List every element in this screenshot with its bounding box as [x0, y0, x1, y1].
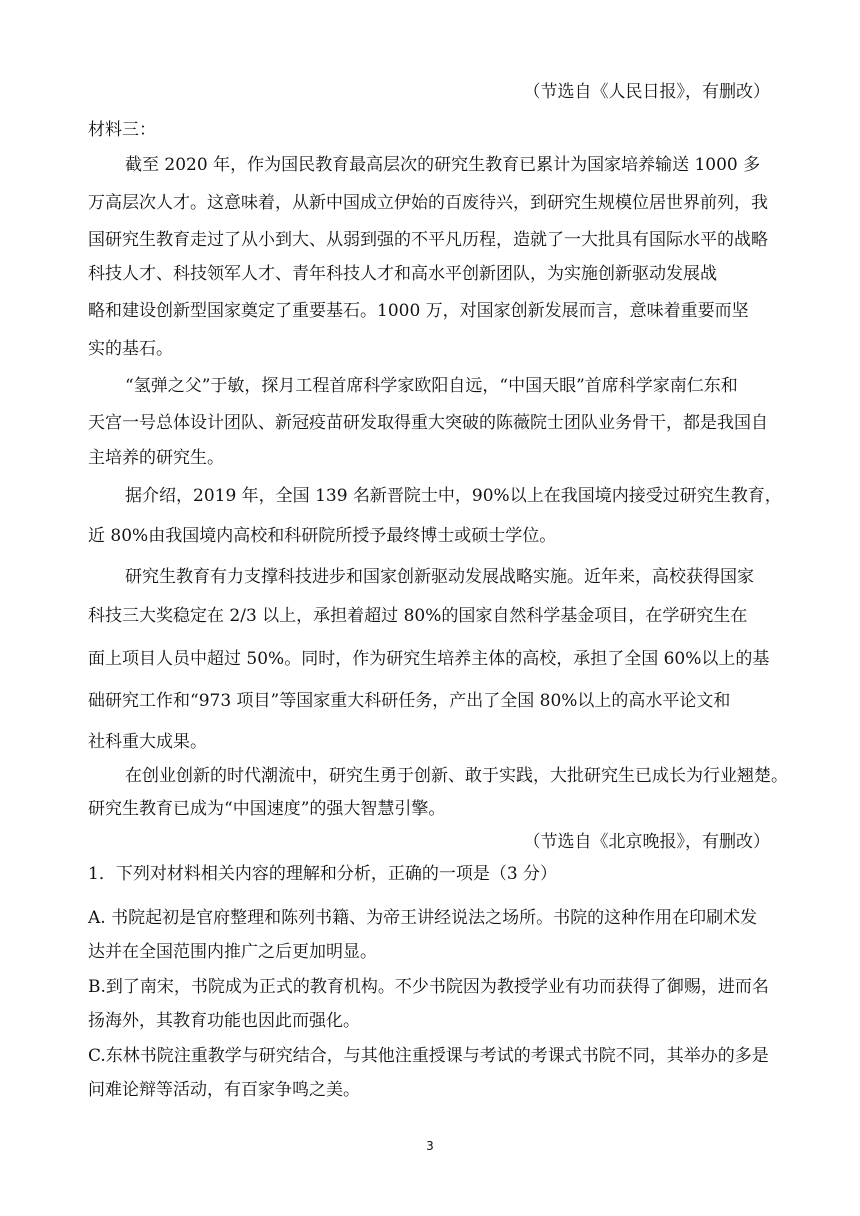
- paragraph-1-line-4: 科技人才、科技领军人才、青年科技人才和高水平创新团队，为实施创新驱动发展战: [88, 264, 717, 284]
- paragraph-1-line-5: 略和建设创新型国家奠定了重要基石。1000 万，对国家创新发展而言，意味着重要而坚: [88, 301, 749, 321]
- paragraph-4-line-4: 础研究工作和“973 项目”等国家重大科研任务，产出了全国 80%以上的高水平论文和: [88, 691, 731, 711]
- option-b-line-2: 扬海外，其教育功能也因此而强化。: [88, 1011, 360, 1031]
- option-b-line-1: B.到了南宋，书院成为正式的教育机构。不少书院因为教授学业有功而获得了御赐，进而名: [88, 977, 769, 997]
- question-1: 1．下列对材料相关内容的理解和分析，正确的一项是（3 分）: [88, 864, 558, 884]
- source-citation-top: （节选自《人民日报》，有删改）: [523, 82, 770, 102]
- paragraph-3-line-1: 据介绍，2019 年，全国 139 名新晋院士中，90%以上在我国境内接受过研究生教育，: [125, 486, 782, 506]
- paragraph-4-line-2: 科技三大奖稳定在 2/3 以上，承担着超过 80%的国家自然科学基金项目，在学研究生在: [88, 606, 748, 626]
- paragraph-5-line-2: 研究生教育已成为“中国速度”的强大智慧引擎。: [88, 799, 446, 819]
- paragraph-2-line-3: 主培养的研究生。: [88, 448, 224, 468]
- paragraph-5-line-1: 在创业创新的时代潮流中，研究生勇于创新、敢于实践，大批研究生已成长为行业翘楚。: [125, 766, 788, 786]
- material-label: 材料三：: [88, 120, 156, 140]
- paragraph-4-line-5: 社科重大成果。: [88, 732, 207, 752]
- option-a-line-1: A. 书院起初是官府整理和陈列书籍、为帝王讲经说法之场所。书院的这种作用在印刷术发: [88, 908, 758, 928]
- option-a-line-2: 达并在全国范围内推广之后更加明显。: [88, 942, 377, 962]
- paragraph-1-line-3: 国研究生教育走过了从小到大、从弱到强的不平凡历程，造就了一大批具有国际水平的战略: [88, 230, 768, 250]
- paragraph-2-line-1: “氢弹之父”于敏，探月工程首席科学家欧阳自远，“中国天眼”首席科学家南仁东和: [125, 376, 738, 396]
- option-c-line-1: C.东林书院注重教学与研究结合，与其他注重授课与考试的考课式书院不同，其举办的多是: [88, 1046, 769, 1066]
- paragraph-4-line-3: 面上项目人员中超过 50%。同时，作为研究生培养主体的高校，承担了全国 60%以上的基: [88, 649, 770, 669]
- paragraph-1-line-1: 截至 2020 年，作为国民教育最高层次的研究生教育已累计为国家培养输送 1000 多: [125, 155, 761, 175]
- paragraph-4-line-1: 研究生教育有力支撑科技进步和国家创新驱动发展战略实施。近年来，高校获得国家: [125, 567, 754, 587]
- paragraph-2-line-2: 天宫一号总体设计团队、新冠疫苗研发取得重大突破的陈薇院士团队业务骨干，都是我国自: [88, 413, 768, 433]
- paragraph-1-line-6: 实的基石。: [88, 339, 173, 359]
- paragraph-3-line-2: 近 80%由我国境内高校和科研院所授予最终博士或硕士学位。: [88, 526, 557, 546]
- paragraph-1-line-2: 万高层次人才。这意味着，从新中国成立伊始的百废待兴，到研究生规模位居世界前列，我: [88, 193, 768, 213]
- page-number: 3: [426, 1139, 434, 1153]
- option-c-line-2: 问难论辩等活动，有百家争鸣之美。: [88, 1080, 360, 1100]
- source-citation-bottom: （节选自《北京晚报》，有删改）: [523, 832, 770, 852]
